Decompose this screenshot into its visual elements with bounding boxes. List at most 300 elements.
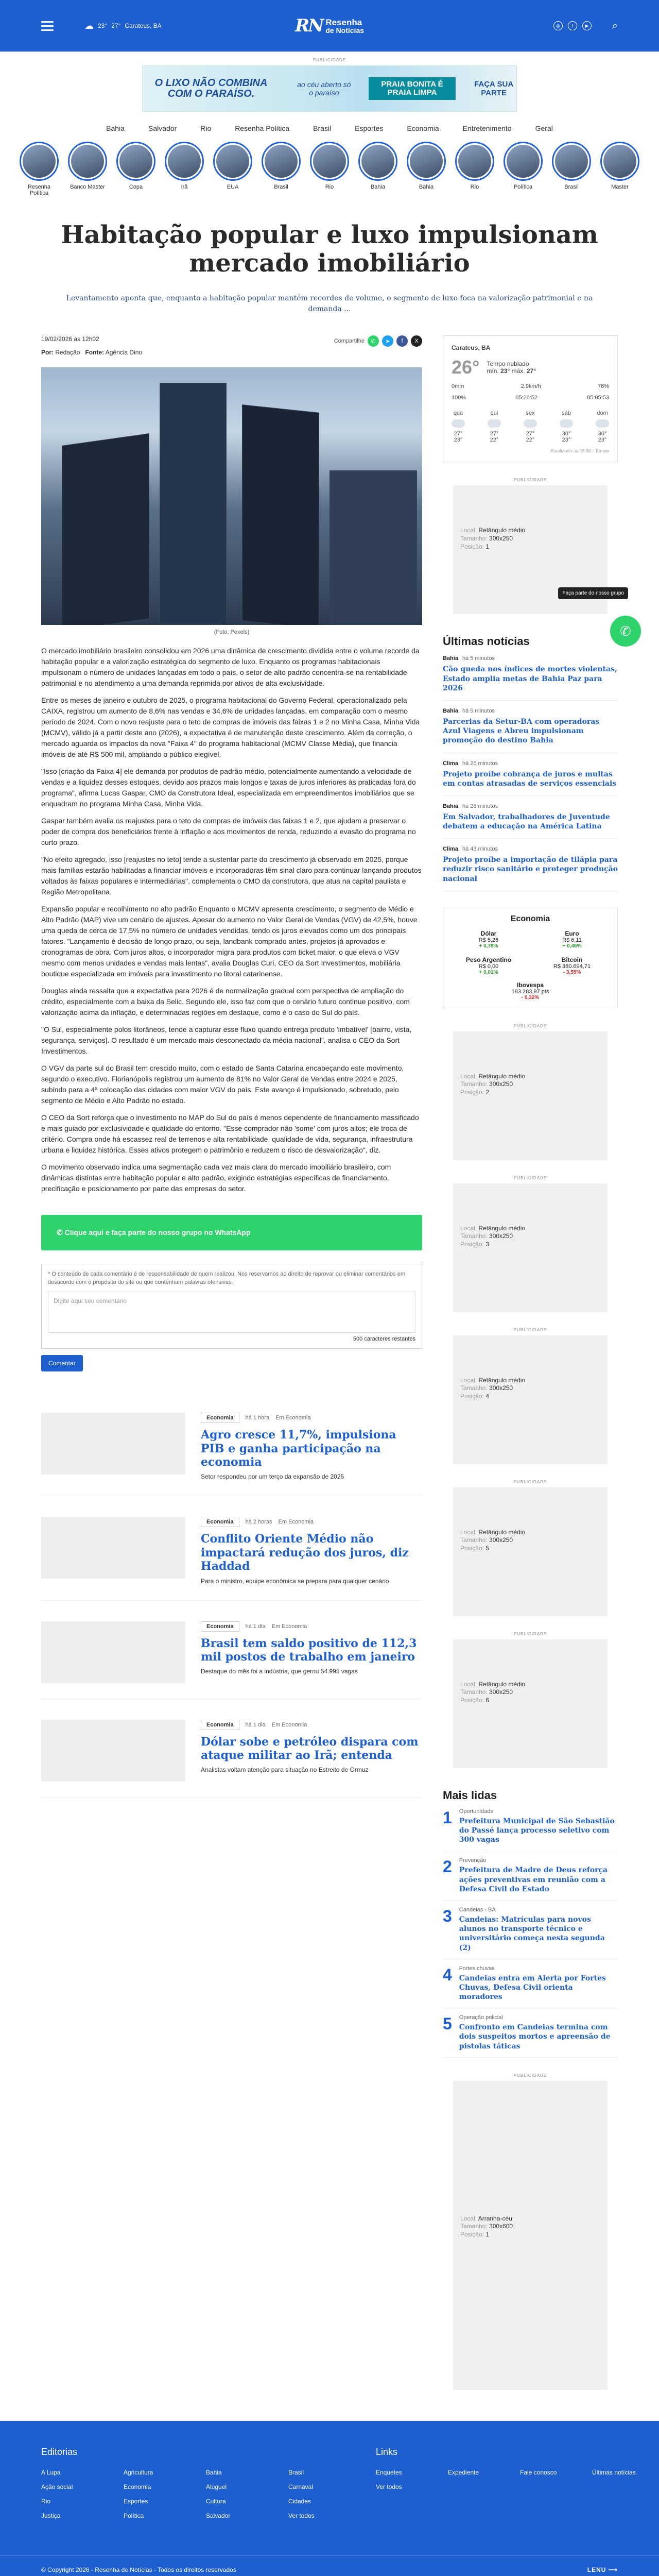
header-city: Carateus, BA	[125, 22, 162, 29]
story-label: Bahia	[370, 184, 386, 190]
related-thumbnail	[41, 1413, 185, 1475]
article-paragraph: Gaspar também avalia os reajustes para o teto de compras de imóveis das faixas 1 e 2, que ajudam a preservar o poder de compra dos beneficiários frente à inflação e aos movimentos de renda, reduzindo a evasão do programa no curto prazo.	[41, 817, 416, 847]
most-read-item[interactable]	[443, 1959, 618, 2009]
banner-text-3: PRAIA BONITA É PRAIA LIMPA	[369, 77, 456, 100]
footer-editoria-link[interactable]: Cultura	[206, 2497, 226, 2505]
ad-field-value: 5	[485, 1545, 490, 1552]
cloud-icon	[596, 419, 609, 428]
forecast-day-name: sex	[526, 410, 535, 417]
footer-editorias-heading: Editorias	[41, 2446, 78, 2457]
story-label: Irã	[181, 184, 188, 190]
article-paragraph: "Isso [criação da Faixa 4] ele demanda por produtos de padrão médio, potencialmente aumentando a velocidade de vendas e a liquidez desses estoques, devido aos prazos mais longos e taxas de juros inferiores às praticadas fora do programa", afirma Lucas Gaspar, CMO da Construtora Ideal, especializada em empreendimentos imobiliários que se enquadram no programa Minha Casa, Minha Vida.	[41, 767, 416, 808]
article-lead: Levantamento aponta que, enquanto a habitação popular mantém recordes de volume, o segmento de luxo foca na valorização patrimonial e na demanda ...	[66, 294, 593, 314]
comment-form	[41, 1264, 422, 1349]
latest-item[interactable]	[443, 701, 618, 753]
most-read-item[interactable]	[443, 1802, 618, 1852]
footer-editoria-link[interactable]: Ver todos	[288, 2512, 315, 2519]
ad-placeholder	[453, 1335, 608, 1464]
ad-field-label: Posição:	[460, 1089, 484, 1096]
main-nav	[0, 112, 659, 139]
ad-field-label: Tamanho:	[460, 1080, 488, 1088]
ad-field-value: 300x250	[489, 1080, 513, 1088]
story-thumbnail	[20, 142, 59, 181]
ad-field-label: Local:	[460, 1072, 477, 1080]
humidity-value: 76%	[597, 383, 609, 390]
ad-field-label: Posição:	[460, 1697, 484, 1704]
article-body	[41, 646, 422, 1194]
story-label: Brasil	[564, 184, 579, 190]
forecast-max: 27°	[454, 431, 463, 437]
ad-field-value: 300x250	[489, 1688, 513, 1696]
nav-item[interactable]: Entretenimento	[462, 124, 512, 132]
story-thumbnail	[116, 142, 155, 181]
forecast-day-name: qua	[453, 410, 463, 417]
latest-time: há 43 minutos	[462, 846, 498, 853]
ad-field-label: Posição:	[460, 1545, 484, 1552]
latest-time: há 5 minutos	[462, 655, 495, 662]
weather-widget	[443, 335, 618, 462]
ad-label: PUBLICIDADE	[513, 1175, 547, 1180]
footer-link[interactable]: Fale conosco	[520, 2468, 557, 2476]
most-read-category: Candeias - BA	[459, 1906, 496, 1913]
story-thumbnail	[600, 142, 639, 181]
weather-city: Carateus, BA	[452, 344, 491, 352]
latest-time: há 5 minutos	[462, 707, 495, 714]
forecast-max: 27°	[490, 431, 499, 437]
share-label: Compartilhe	[334, 338, 365, 345]
banner-text-2: ao céu aberto só o paraíso	[297, 80, 351, 97]
sunrise-value: 05:26:52	[515, 395, 538, 401]
ad-field-value: Retângulo médio	[478, 1072, 526, 1080]
latest-title[interactable]: Cão queda nos índices de mortes violentas, Estado amplia metas de Bahia Paz para 2026	[443, 665, 617, 692]
latest-category[interactable]: Bahia	[443, 803, 458, 809]
footer-editoria-link[interactable]: Justiça	[41, 2512, 61, 2519]
ad-label: PUBLICIDADE	[513, 1327, 547, 1332]
rank-number: 1	[443, 1808, 452, 1827]
whatsapp-fab-tip: Faça parte do nosso grupo	[558, 587, 628, 599]
article-paragraph: "O Sul, especialmente polos litorâneos, tende a capturar esse fluxo quando entrega produto 'imbatível' [bairro, vista, segurança, serviços]. O resultado é um mercado mais desconectado da média nacional", analisa o CEO da Sort Investimentos.	[41, 1025, 412, 1056]
facebook-share-icon[interactable]: f	[396, 335, 408, 347]
ad-label: PUBLICIDADE	[513, 1023, 547, 1028]
related-card[interactable]	[41, 1392, 422, 1496]
ad-field-value: 3	[485, 1241, 490, 1248]
story-label: Master	[611, 184, 629, 190]
story-thumbnail	[455, 142, 494, 181]
most-read-item[interactable]	[443, 2008, 618, 2058]
cloud-icon: ☁	[84, 20, 94, 31]
related-desc: Analistas voltam atenção para situação no Estreito de Ormuz	[201, 1766, 369, 1774]
nav-item[interactable]: Resenha Política	[235, 124, 290, 132]
most-read-list	[443, 1802, 618, 2058]
article-title: Habitação popular e luxo impulsionam mercado imobiliário	[61, 221, 598, 278]
story-label: Rio	[325, 184, 334, 190]
sidebar-skyscraper-ad[interactable]: PUBLICIDADE Local: Arranha-céu Tamanho: 300x600 Posição: 1	[443, 2073, 618, 2390]
footer-editoria-link[interactable]: Bahia	[206, 2468, 222, 2476]
nav-item[interactable]: Geral	[535, 124, 553, 132]
footer-link[interactable]: Ver todos	[376, 2483, 402, 2490]
footer	[0, 2421, 659, 2555]
story-label: Brasil	[274, 184, 288, 190]
top-bar	[0, 0, 659, 52]
sidebar-ad-4[interactable]	[443, 1328, 618, 1464]
forecast-min: 23°	[454, 437, 463, 444]
economy-widget	[443, 907, 618, 1008]
story-item[interactable]	[212, 142, 254, 196]
min-label: mín.	[487, 367, 499, 375]
ad-field-value: 2	[485, 1089, 490, 1096]
article-paragraph: Douglas ainda ressalta que a expectativa para 2026 é de normalização gradual com perspectiva de ampliação do crédito, especialmente com a baixa da Selic. Segundo ele, isso faz com que o cenário futuro continue positivo, com valorização acima da inflação, e determinadas regiões em destaque, como é o caso do Sul do país.	[41, 987, 410, 1017]
sunset-value: 05:05:53	[587, 395, 609, 401]
story-item[interactable]	[163, 142, 205, 196]
forecast-min: 23°	[598, 437, 607, 444]
ad-label: PUBLICIDADE	[513, 478, 547, 483]
related-desc: Para o ministro, equipe econômica se prepara para qualquer cenário	[201, 1577, 389, 1585]
article-date: 19/02/2026 às 12h02	[41, 335, 99, 343]
story-item[interactable]	[260, 142, 302, 196]
related-category[interactable]: Economia	[201, 1413, 239, 1423]
related-title[interactable]: Dólar sobe e petróleo dispara com ataque militar ao Irã; entenda	[201, 1735, 419, 1762]
latest-title[interactable]: Parcerias da Setur-BA com operadoras Azul Viagens e Abreu impulsionam promoção do destino Bahia	[443, 717, 600, 745]
ad-label: PUBLICIDADE	[513, 2073, 547, 2078]
related-thumbnail	[41, 1621, 185, 1683]
story-item[interactable]	[308, 142, 351, 196]
ad-field-value: 300x250	[489, 1536, 513, 1544]
ad-field-value: 6	[485, 1697, 490, 1704]
article-paragraph: Entre os meses de janeiro e outubro de 2025, o programa habitacional do Governo Federal, operacionalizado pela CAIXA, registrou um aumento de 8,6% nas vendas e 34,6% de unidades lançadas, em comparação com o mesmo período de 2024. Com o novo reajuste para o teto de compras de imóveis das faixas 1 e 2 no Minha Casa, Minha Vida (MCMV), válido já a partir deste ano (2026), a expectativa é de manutenção deste crescimento. Além da correção, o mercado aguarda os impactos da nova "Faixa 4" do programa habitacional (MCMV Classe Média), que financia imóveis de até R$ 500 mil, ampliando o público elegível.	[41, 696, 420, 759]
rank-number: 3	[443, 1906, 452, 1925]
latest-category[interactable]: Bahia	[443, 655, 458, 662]
ad-label: PUBLICIDADE	[513, 1631, 547, 1636]
latest-time: há 28 minutos	[462, 803, 498, 809]
whatsapp-group-label: Clique aqui e faça parte do nosso grupo no WhatsApp	[64, 1228, 251, 1237]
most-read-title[interactable]: Prefeitura de Madre de Deus reforça ações preventivas em reunião com a Defesa Civil do Estado	[459, 1866, 608, 1893]
ad-field-label: Posição:	[460, 1393, 484, 1400]
story-label: Copa	[129, 184, 143, 190]
latest-category[interactable]: Clima	[443, 846, 458, 853]
most-read-category: Fortes chuvas	[459, 1965, 495, 1972]
forecast-day-name: qui	[490, 410, 498, 417]
ibovespa-quote: Ibovespa 183.283,97 pts - 0,32%	[511, 981, 549, 1001]
logo-line2: de Notícias	[325, 26, 365, 35]
story-thumbnail	[165, 142, 204, 181]
latest-time: há 26 minutos	[462, 760, 498, 767]
related-category[interactable]: Economia	[201, 1517, 239, 1527]
instagram-icon[interactable]: ◎	[553, 21, 563, 30]
comment-button[interactable]: Comentar	[41, 1355, 83, 1371]
ad-field-label: Local:	[460, 1224, 477, 1232]
nav-item[interactable]: Bahia	[106, 124, 125, 132]
header-temp-max: 27°	[111, 22, 121, 29]
related-time: há 1 dia	[245, 1623, 266, 1630]
ad-field-label: Local:	[460, 1680, 477, 1688]
ad-field-label: Tamanho:	[460, 1536, 488, 1544]
latest-category[interactable]: Bahia	[443, 707, 458, 714]
ad-placeholder	[453, 1639, 608, 1768]
latest-heading: Últimas notícias	[443, 635, 530, 648]
source-label: Fonte:	[85, 349, 105, 357]
cloud-value: 100%	[452, 395, 466, 401]
footer-editoria-link[interactable]: Aluguel	[206, 2483, 227, 2490]
footer-editoria-link[interactable]: Carnaval	[288, 2483, 314, 2490]
related-thumbnail	[41, 1517, 185, 1579]
sidebar-ad-5[interactable]	[443, 1480, 618, 1616]
youtube-icon[interactable]: ▶	[582, 21, 592, 30]
story-label: Resenha Política	[27, 184, 51, 196]
article-paragraph: O VGV da parte sul do Brasil tem crescido muito, com o estado de Santa Catarina encabeçando este movimento, segundo o executivo. Florianópolis registrou um aumento de 81% no Valor Geral de Vendas entre 2024 e 2025, subindo para a 4ª colocação das cidades com maior VGV do país. Este avanço é impulsionado, sobretudo, pelo segmento de Médio e Alto Padrão no estado.	[41, 1064, 404, 1105]
whatsapp-icon[interactable]: ✆	[368, 335, 379, 347]
article-paragraph: O mercado imobiliário brasileiro consolidou em 2026 uma dinâmica de crescimento dividida entre o volume recorde da habitação popular e a valorização estratégica do segmento de luxo. Enquanto os programas habitacionais impulsionam o número de unidades lançadas em todo o país, o setor de alto padrão concentra-se na rentabilidade patrimonial e no atendimento a uma demanda reprimida por ativos de alta exclusividade.	[41, 647, 420, 688]
copyright-text: © Copyright 2026 - Resenha de Notícias - Todos os direitos reservados	[41, 2566, 236, 2573]
cloud-icon	[488, 419, 501, 428]
story-thumbnail	[68, 142, 107, 181]
footer-editoria-link[interactable]: Rio	[41, 2497, 51, 2505]
forecast-min: 22°	[526, 437, 535, 444]
article-paragraph: "No efeito agregado, isso [reajustes no teto] tende a sustentar parte do crescimento já observado em 2025, porque mais famílias estarão habilitadas a financiar imóveis e incorporadoras têm sinal claro para continuar lançando produtos voltados às faixas populares e intermediárias", complementa o CMO da construtora, que atua na capital paulista e Região Metropolitana.	[41, 855, 422, 896]
rain-value: 0mm	[452, 383, 464, 390]
story-thumbnail	[504, 142, 543, 181]
ad-field-label: Tamanho:	[460, 1232, 488, 1240]
related-desc: Setor respondeu por um terço da expansão de 2025	[201, 1473, 344, 1481]
story-item[interactable]	[454, 142, 496, 196]
site-logo[interactable]	[295, 15, 364, 36]
weather-condition: Tempo nublado	[487, 360, 529, 368]
latest-item[interactable]	[443, 648, 618, 701]
nav-item[interactable]: Salvador	[148, 124, 177, 132]
nav-item[interactable]: Esportes	[355, 124, 384, 132]
footer-editoria-link[interactable]: Cidades	[288, 2497, 311, 2505]
story-label: Bahia	[419, 184, 434, 190]
article-paragraph: O movimento observado indica uma segmentação cada vez mais clara do mercado imobiliário brasileiro, com dinâmicas distintas entre habitação popular e alto padrão, exigindo estratégias específicas de financiamento, precificação e posicionamento por parte das empresas do setor.	[41, 1163, 391, 1193]
logo-line1: Resenha	[325, 17, 362, 27]
related-category[interactable]: Economia	[201, 1621, 239, 1632]
latest-title[interactable]: Em Salvador, trabalhadores de Juventude debatem a educação na América Latina	[443, 812, 610, 831]
nav-item[interactable]: Rio	[200, 124, 212, 132]
related-desc: Destaque do mês foi a indústria, que gerou 54.995 vagas	[201, 1668, 358, 1675]
whatsapp-icon: ✆	[57, 1228, 63, 1237]
footer-editoria-link[interactable]: Brasil	[288, 2468, 304, 2476]
forecast-max: 30°	[562, 431, 571, 437]
forecast-day-name: sáb	[562, 410, 571, 417]
related-time: há 2 horas	[245, 1519, 272, 1526]
ad-field-value: Retângulo médio	[478, 527, 526, 534]
story-thumbnail	[310, 142, 349, 181]
rank-number: 2	[443, 1857, 452, 1876]
forecast-day-name: dom	[597, 410, 608, 417]
latest-item[interactable]	[443, 796, 618, 839]
forecast-day	[452, 410, 465, 443]
related-card[interactable]	[41, 1496, 422, 1600]
forecast-day	[488, 410, 501, 443]
photo-caption: (Foto: Pexels)	[214, 629, 250, 636]
ad-placeholder	[453, 1487, 608, 1616]
ad-placeholder	[453, 1183, 608, 1312]
article-paragraph: O CEO da Sort reforça que o investimento no MAP do Sul do país é menos dependente de financiamento massificado e mais guiado por exclusividade e qualidade do entorno. "Esse comprador não 'some' com juros altos; ele troca de critério. Compra onde há escassez real de terrenos e alta rentabilidade, qualidade de vida, segurança, infraestrutura urbana e liquidez histórica. Esses ativos protegem o patrimônio e reduzem o risco de desvalorização", diz.	[41, 1113, 419, 1155]
ad-field-value: Retângulo médio	[478, 1376, 526, 1384]
forecast-min: 23°	[562, 437, 571, 444]
latest-item[interactable]	[443, 839, 618, 891]
footer-link[interactable]: Últimas notícias	[592, 2468, 636, 2476]
story-thumbnail	[407, 142, 446, 181]
footer-editoria-link[interactable]: Ação social	[41, 2483, 73, 2490]
banner-text-4: FAÇA SUA PARTE	[474, 80, 514, 97]
sidebar-ad-2[interactable]	[443, 1024, 618, 1160]
whatsapp-fab-button[interactable]: ✆	[610, 616, 641, 647]
footer-links-heading: Links	[376, 2446, 398, 2457]
latest-item[interactable]	[443, 753, 618, 796]
wind-value: 2.9km/h	[521, 383, 541, 390]
related-section: Em Economia	[271, 1721, 307, 1728]
comment-textarea[interactable]: Digite aqui seu comentário	[48, 1292, 415, 1333]
footer-editoria-link[interactable]: A Lupa	[41, 2468, 61, 2476]
article-author: Redação	[55, 349, 80, 357]
ad-field-label: Local:	[460, 1528, 477, 1536]
story-item[interactable]	[405, 142, 447, 196]
article-paragraph: Expansão popular e recolhimento no alto padrão Enquanto o MCMV apresenta crescimento, o segmento de Médio e Alto Padrão (MAP) vive um cenário de ajustes. Apesar do aumento no Valor Geral de Vendas (VGV) de 42,5%, houve uma queda de cerca de 17,5% no número de unidades vendidas, tendo os juros elevados como um dos principais fatores. "Lançamento é decisão de longo prazo, ou seja, landbank comprado antes, projetos já aprovados e cronogramas de obra. Com juros altos, o incorporador migra para produtos com ticket maior, o que eleva o VGV mesmo com menos unidades e vendas mais lentas", avalia Douglas Curi, CEO da Sort Investimentos, mobiliária boutique especializada em imóveis para investimento no litoral catarinense.	[41, 905, 418, 978]
story-item[interactable]	[550, 142, 593, 196]
top-banner-ad[interactable]	[142, 65, 517, 112]
footer-logo[interactable]: LENU ⟶	[587, 2566, 618, 2573]
related-card[interactable]	[41, 1601, 422, 1699]
x-share-icon[interactable]: X	[411, 335, 422, 347]
related-section: Em Economia	[278, 1519, 314, 1526]
forecast-min: 22°	[490, 437, 499, 444]
related-title[interactable]: Brasil tem saldo positivo de 112,3 mil postos de trabalho em janeiro	[201, 1636, 417, 1664]
story-thumbnail	[213, 142, 252, 181]
story-label: EUA	[227, 184, 239, 190]
story-item[interactable]	[66, 142, 109, 196]
sidebar-ad-6[interactable]	[443, 1632, 618, 1768]
ad-field-value: Retângulo médio	[478, 1680, 526, 1688]
related-section: Em Economia	[275, 1415, 311, 1421]
footer-link[interactable]: Enquetes	[376, 2468, 402, 2476]
ad-field-label: Tamanho:	[460, 1688, 488, 1696]
peso-quote: Peso Argentino R$ 0,00 + 0,01%	[465, 956, 512, 975]
most-read-category: Oportunidade	[459, 1808, 494, 1815]
ad-field-value: 300x250	[489, 534, 513, 542]
latest-title[interactable]: Projeto proíbe cobrança de juros e multas em contas atrasadas de serviços essenciais	[443, 770, 617, 788]
most-read-category: Operação policial	[459, 2014, 503, 2021]
whatsapp-group-button[interactable]	[41, 1215, 422, 1250]
related-list	[41, 1392, 422, 1797]
ad-field-value: 1	[485, 543, 490, 550]
ad-field-value: Retângulo médio	[478, 1224, 526, 1232]
most-read-title[interactable]: Prefeitura Municipal de São Sebastião do Passé lança processo seletivo com 300 vagas	[459, 1817, 615, 1844]
bitcoin-quote: Bitcoin R$ 380.694,71 - 3,55%	[553, 956, 591, 975]
footer-editoria-link[interactable]: Política	[124, 2512, 144, 2519]
banner-text-1: O LIXO NÃO COMBINA COM O PARAÍSO.	[154, 77, 268, 99]
story-item[interactable]	[357, 142, 399, 196]
ad-field-value: 4	[485, 1393, 490, 1400]
article-source: Agência Dino	[105, 349, 143, 357]
related-title[interactable]: Agro cresce 11,7%, impulsiona PIB e ganha participação na economia	[201, 1428, 396, 1469]
footer-editoria-link[interactable]: Agricultura	[124, 2468, 153, 2476]
forecast-day	[524, 410, 537, 443]
weather-forecast	[452, 410, 609, 443]
forecast-day	[596, 410, 609, 443]
story-thumbnail	[552, 142, 591, 181]
most-read-category: Prevenção	[459, 1857, 487, 1864]
ad-label: PUBLICIDADE	[313, 58, 346, 62]
ad-field-label: Local:	[460, 1376, 477, 1384]
most-read-title[interactable]: Candeias: Matrículas para novos alunos no transporte técnico e universitário começa nesta segunda (2)	[459, 1915, 605, 1952]
story-thumbnail	[262, 142, 301, 181]
cloud-icon	[524, 419, 537, 428]
cloud-icon	[452, 419, 465, 428]
ad-field-label: Posição:	[460, 543, 484, 550]
related-title[interactable]: Conflito Oriente Médio não impactará redução dos juros, diz Haddad	[201, 1532, 409, 1573]
weather-max: 27°	[527, 367, 536, 375]
header-weather[interactable]	[84, 21, 162, 31]
most-read-title[interactable]: Candeias entra em Alerta por Fortes Chuvas, Defesa Civil orienta moradores	[459, 1974, 606, 2002]
story-item[interactable]	[502, 142, 544, 196]
ad-placeholder	[453, 1031, 608, 1160]
story-label: Rio	[470, 184, 479, 190]
euro-quote: Euro R$ 6,11 + 0,46%	[562, 929, 582, 949]
footer-editoria-link[interactable]: Salvador	[206, 2512, 231, 2519]
nav-item[interactable]: Brasil	[313, 124, 332, 132]
forecast-max: 30°	[598, 431, 607, 437]
footer-editoria-link[interactable]: Esportes	[124, 2497, 148, 2505]
related-time: há 1 hora	[245, 1415, 270, 1421]
nav-item[interactable]: Economia	[407, 124, 439, 132]
forecast-max: 27°	[526, 431, 535, 437]
facebook-icon[interactable]: f	[568, 21, 577, 30]
article-photo	[41, 367, 422, 625]
most-read-title[interactable]: Confronto em Candeias termina com dois suspeitos mortos e apreensão de pistolas táticas	[459, 2023, 611, 2050]
related-thumbnail	[41, 1720, 185, 1782]
footer-link[interactable]: Expediente	[448, 2468, 479, 2476]
related-section: Em Economia	[271, 1623, 307, 1630]
search-icon[interactable]: ⌕	[612, 20, 618, 31]
author-label: Por:	[41, 349, 54, 357]
menu-icon[interactable]	[41, 21, 54, 31]
latest-category[interactable]: Clima	[443, 760, 458, 767]
ad-field-label: Tamanho:	[460, 1384, 488, 1392]
comment-counter: 500 caracteres restantes	[353, 1336, 415, 1343]
story-thumbnail	[358, 142, 397, 181]
stories-row	[0, 139, 659, 206]
related-category[interactable]: Economia	[201, 1720, 239, 1730]
weather-min: 23°	[500, 367, 510, 375]
ad-field-label: Local:	[460, 527, 477, 534]
story-item[interactable]	[115, 142, 157, 196]
related-card[interactable]	[41, 1699, 422, 1798]
dolar-quote: Dólar R$ 5,26 + 0,79%	[478, 929, 499, 949]
story-item[interactable]	[18, 142, 60, 196]
latest-title[interactable]: Projeto proíbe a importação de tilápia para reduzir risco sanitário e proteger produção nacional	[443, 856, 618, 883]
telegram-icon[interactable]: ➤	[382, 335, 393, 347]
rank-number: 5	[443, 2014, 452, 2033]
rank-number: 4	[443, 1965, 452, 1984]
sidebar-ad-3[interactable]	[443, 1176, 618, 1312]
footer-editoria-link[interactable]: Economia	[124, 2483, 151, 2490]
ad-field-value: 300x250	[489, 1232, 513, 1240]
story-label: Política	[513, 184, 533, 190]
ad-field-label: Posição:	[460, 1241, 484, 1248]
ad-field-value: 300x250	[489, 1384, 513, 1392]
most-read-item[interactable]	[443, 1851, 618, 1901]
ad-field-label: Tamanho:	[460, 534, 488, 542]
comment-note: * O conteúdo de cada comentário é de responsabilidade de quem realizou. Nos reservamos ao direito de reprovar ou eliminar comentários em desacordo com o propósito do site ou que contenham palavras ofensivas.	[48, 1271, 405, 1285]
story-label: Banco Master	[70, 184, 105, 190]
ad-field-value: Retângulo médio	[478, 1528, 526, 1536]
weather-source: Atualizado às 16:30 · Tempo	[550, 448, 609, 454]
most-read-item[interactable]	[443, 1901, 618, 1959]
header-temp: 23°	[98, 22, 108, 29]
logo-mark: RN	[294, 15, 323, 36]
story-item[interactable]	[599, 142, 641, 196]
latest-list	[443, 648, 618, 891]
